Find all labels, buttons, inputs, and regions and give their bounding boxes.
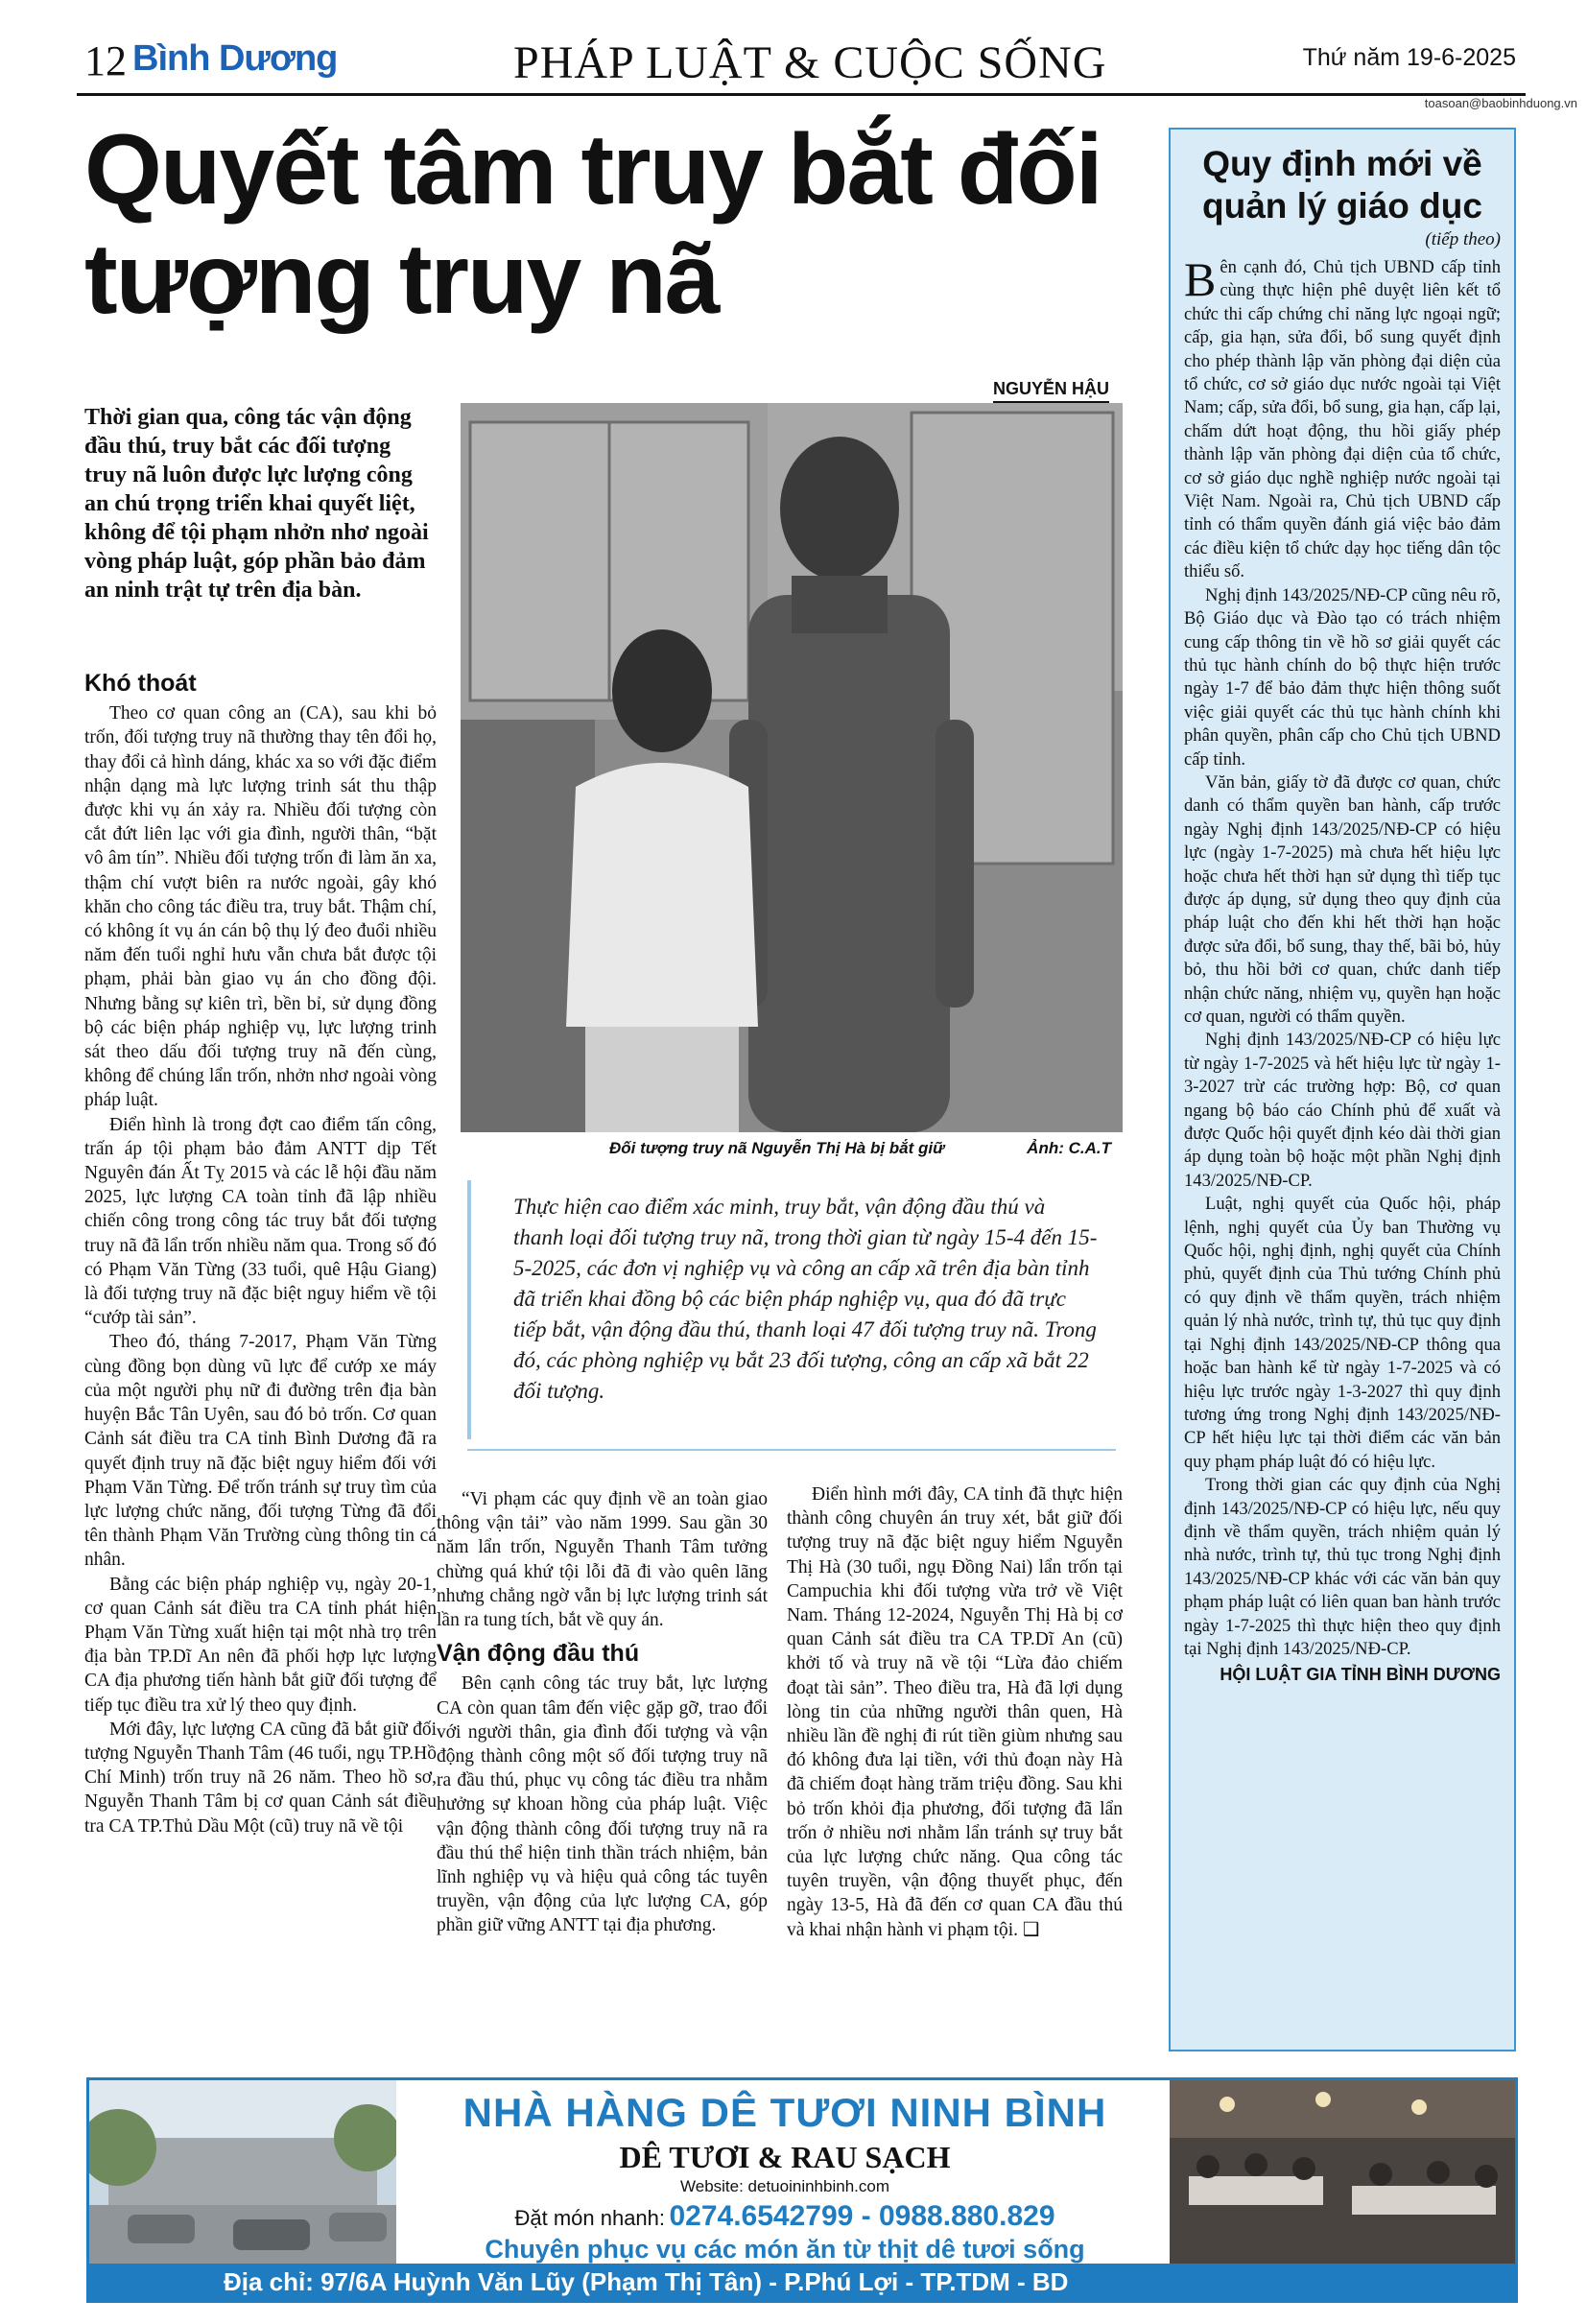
sidebar-first-paragraph bbox=[1184, 252, 1501, 584]
paragraph: Điển hình mới đây, CA tỉnh đã thực hiện thành công chuyên án truy xét, bắt giữ đối tượng truy nã đặc biệt nguy hiểm Nguyễn Thị Hà (30 tuổi, ngụ Đồng Nai) lẩn trốn tại Campuchia khi đối tượng vừa trở về Việt Nam. Tháng 12-2024, Nguyễn Thị Hà bị cơ quan Cảnh sát điều tra CA TP.Dĩ An (cũ) khởi tố và truy nã về tội “Lừa đảo chiếm đoạt tài sản”. Theo điều tra, Hà đã lợi dụng lòng tin của những người thân quen, Hà nhiều lần đề nghị đi rút tiền giùm nhưng sau đó không đưa lại tiền, với thủ đoạn này Hà đã chiếm đoạt hàng trăm triệu đồng. Sau khi bỏ trốn khỏi địa phương, đối tượng đã lẩn trốn ở nhiều nơi nhằm lẩn tránh sự truy bắt của lực lượng chức năng. Qua công tác tuyên truyền, vận động thuyết phục, đến ngày 13-5, Hà đã đến cơ quan CA đầu thú và khai nhận hành vi phạm tội. ❑ bbox=[787, 1484, 1123, 1940]
drop-cap: B bbox=[1184, 252, 1217, 306]
advertisement-banner[interactable] bbox=[86, 2077, 1518, 2303]
order-label: Đặt món nhanh: bbox=[514, 2206, 666, 2230]
exterior-illustration bbox=[89, 2080, 396, 2265]
restaurant-address: Địa chỉ: 97/6A Huỳnh Văn Lũy (Phạm Thị Tân) - P.Phú Lợi - TP.TDM - BD bbox=[89, 2264, 1515, 2300]
page-header bbox=[77, 29, 1526, 96]
section-title: PHÁP LUẬT & CUỘC SỐNG bbox=[513, 37, 1107, 88]
photo-caption bbox=[461, 1139, 1123, 1164]
sidebar-title: Quy định mới về quản lý giáo dục bbox=[1202, 144, 1482, 225]
sidebar-first-text: ên cạnh đó, Chủ tịch UBND cấp tỉnh cùng thực hiện phê duyệt liên kết tổ chức thi cấp chứng chỉ năng lực ngoại ngữ; cấp, gia hạn, sửa đổi, bổ sung quyết định cho phép thành lập văn phòng đại diện của tổ chức, cơ sở giáo dục nước ngoài tại Việt Nam; cấp, sửa đổi, bổ sung, gia hạn, cấp lại, chấm dứt hoạt động, thu hồi giấy phép thành lập văn phòng đại diện của tổ chức, cơ sở giáo dục nghề nghiệp nước ngoài tại Việt Nam. Ngoài ra, Chủ tịch UBND cấp tỉnh có thẩm quyền đánh giá việc bảo đảm các điều kiện tổ chức dạy học tiếng dân tộc thiểu số. bbox=[1184, 257, 1501, 582]
order-phone-numbers[interactable]: 0274.6542799 - 0988.880.829 bbox=[669, 2200, 1055, 2232]
restaurant-name: NHÀ HÀNG DÊ TƯƠI NINH BÌNH bbox=[462, 2090, 1107, 2135]
interior-illustration bbox=[1170, 2080, 1515, 2265]
paragraph: Bên cạnh công tác truy bắt, lực lượng CA còn quan tâm đến việc gặp gỡ, trao đổi với người thân, gia đình đối tượng và vận động thành công một số đối tượng truy nã ra đầu thú, phục vụ công tác điều tra nhằm hưởng sự khoan hồng của pháp luật. Việc vận động thành công đối tượng truy nã ra đầu thú thể hiện tinh thần trách nhiệm, bản lĩnh nghiệp vụ và hiệu quả công tác tuyên truyền, vận động của lực lượng CA, góp phần giữ vững ANTT tại địa phương. bbox=[437, 1673, 768, 1936]
paragraph: “Vi phạm các quy định về an toàn giao thông vận tải” vào năm 1999. Sau gần 30 năm lẩn trốn, Nguyễn Thanh Tâm tưởng chừng quá khứ tội lỗi đã đi vào quên lãng nhưng chẳng ngờ vẫn bị lực lượng trinh sát lần ra tung tích, bắt về quy án. bbox=[437, 1489, 768, 1631]
article-headline: Quyết tâm truy bắt đối tượng truy nã bbox=[84, 114, 1101, 335]
sidebar-paragraph: Văn bản, giấy tờ đã được cơ quan, chức danh có thẩm quyền ban hành, cấp trước ngày Nghị định 143/2025/NĐ-CP có hiệu lực (ngày 1-7-2025) mà chưa hết hiệu lực hoặc chưa hết thời hạn sử dụng thì tiếp tục được áp dụng, sử dụng theo quy định của pháp luật cho đến khi hết thời hạn hoặc được sửa đổi, bổ sung, thay thế, bãi bỏ, hủy bỏ, thu hồi bởi cơ quan, chức danh tiếp nhận chức năng, nhiệm vụ, quyền hạn hoặc cơ quan, người có thẩm quyền. bbox=[1184, 771, 1501, 1027]
article-byline: NGUYỄN HẬU bbox=[993, 379, 1109, 403]
ad-text-block bbox=[406, 2080, 1164, 2265]
paragraph: Theo đó, tháng 7-2017, Phạm Văn Từng cùng đồng bọn dùng vũ lực để cướp xe máy của một người phụ nữ đi đường trên địa bàn huyện Bắc Tân Uyên, sau đó bỏ trốn. Cơ quan Cảnh sát điều tra CA tỉnh Bình Dương đã ra quyết định truy nã đặc biệt nguy hiểm đối với Phạm Văn Từng. Để trốn tránh sự truy tìm của lực lượng chức năng, đối tượng Từng đã đổi tên thành Phạm Văn Trường cùng thông tin cá nhân. bbox=[84, 1332, 437, 1571]
page-number: 12 bbox=[84, 37, 127, 84]
subhead-kho-thoat: Khó thoát bbox=[84, 670, 197, 697]
sidebar-paragraph: Trong thời gian các quy định của Nghị định 143/2025/NĐ-CP có hiệu lực, nếu quy định về thẩm quyền, trách nhiệm quản lý nhà nước, trình tự, thủ tục trong Nghị định 143/2025/NĐ-CP khác với các văn bản quy phạm pháp luật có liên quan ban hành trước ngày 1-7-2025 thì thực hiện theo quy định tại Nghị định 143/2025/NĐ-CP. bbox=[1184, 1475, 1501, 1659]
paragraph: Mới đây, lực lượng CA cũng đã bắt giữ đối tượng Nguyễn Thanh Tâm (46 tuổi, ngụ TP.Hồ Chí Minh) trốn truy nã 26 năm. Theo hồ sơ, Nguyễn Thanh Tâm bị cơ quan Cảnh sát điều tra CA TP.Thủ Dầu Một (cũ) truy nã về tội bbox=[84, 1719, 437, 1837]
article-column-2 bbox=[437, 1487, 768, 1938]
pull-quote: Thực hiện cao điểm xác minh, truy bắt, vận động đầu thú và thanh loại đối tượng truy nã, trong thời gian từ ngày 15-4 đến 15-5-2025, các đơn vị nghiệp vụ và công an cấp xã trên địa bàn tỉnh đã triển khai đồng bộ các biện pháp nghiệp vụ, qua đó đã trực tiếp bắt, vận động đầu thú, thanh loại 47 đối tượng truy nã. Trong đó, các phòng nghiệp vụ bắt 23 đối tượng, công an cấp xã bắt 22 đối tượng. bbox=[467, 1180, 1116, 1439]
photo-illustration bbox=[461, 403, 1123, 1132]
paragraph: Bằng các biện pháp nghiệp vụ, ngày 20-1, cơ quan Cảnh sát điều tra CA tỉnh phát hiện Phạm Văn Từng xuất hiện tại một nhà trọ trên địa bàn TP.Dĩ An nên đã phối hợp lực lượng CA địa phương tiến hành bắt giữ đối tượng để tiếp tục điều tra xử lý theo quy định. bbox=[84, 1574, 437, 1716]
sidebar-continued: (tiếp theo) bbox=[1425, 229, 1501, 249]
photo-credit: Ảnh: C.A.T bbox=[1027, 1139, 1111, 1157]
paragraph: Điển hình là trong đợt cao điểm tấn công, trấn áp tội phạm bảo đảm ANTT dịp Tết Nguyên đán Ất Tỵ 2015 và các lễ hội đầu năm 2025, lực lượng CA toàn tỉnh đã lập nhiều chiến công trong công tác truy bắt đối tượng truy nã đã lẩn trốn nhiều năm qua. Trong số đó có Phạm Văn Từng (33 tuổi, quê Hậu Giang) là đối tượng truy nã đặc biệt nguy hiểm về tội “cướp tài sản”. bbox=[84, 1114, 437, 1329]
restaurant-service: Chuyên phục vụ các món ăn từ thịt dê tươi sống bbox=[485, 2235, 1085, 2264]
caption-text: Đối tượng truy nã Nguyễn Thị Hà bị bắt giữ bbox=[609, 1139, 945, 1157]
sidebar-paragraph: Luật, nghị quyết của Quốc hội, pháp lệnh, nghị quyết của Ủy ban Thường vụ Quốc hội, nghị định, nghị quyết của Chính phủ, quyết định của Thủ tướng Chính phủ có quy định về thẩm quyền, trách nhiệm quản lý nhà nước, trình tự, thủ tục quy định tại Nghị định 143/2025/NĐ-CP thông qua hoặc ban hành kể từ ngày 1-7-2025 và có hiệu lực trước ngày 1-3-2027 thì quy định tương ứng trong Nghị định 143/2025/NĐ-CP hết hiệu lực tại thời điểm các văn bản quy phạm pháp luật đó có hiệu lực. bbox=[1184, 1194, 1501, 1472]
sidebar-paragraph: Nghị định 143/2025/NĐ-CP cũng nêu rõ, Bộ Giáo dục và Đào tạo có trách nhiệm cung cấp thông tin về hồ sơ giải quyết các thủ tục hành chính do bộ thực hiện trước ngày 1-7 để bảo đảm thực hiện thông suốt việc giải quyết các thủ tục hành chính khi phân quyền, phân cấp cho Chủ tịch UBND cấp tỉnh. bbox=[1184, 584, 1501, 770]
sidebar-signature: HỘI LUẬT GIA TỈNH BÌNH DƯƠNG bbox=[1220, 1665, 1501, 1685]
pull-quote-rule bbox=[467, 1449, 1116, 1451]
sidebar-body bbox=[1184, 252, 1501, 1661]
contact-email[interactable]: toasoan@baobinhduong.vn bbox=[1424, 96, 1577, 110]
article-lead: Thời gian qua, công tác vận động đầu thú, truy bắt các đối tượng truy nã luôn được lực lượng công an chú trọng triển khai quyết liệt, không để tội phạm nhởn nhơ ngoài vòng pháp luật, góp phần bảo đảm an ninh trật tự trên địa bàn. bbox=[84, 405, 429, 603]
paragraph: Theo cơ quan công an (CA), sau khi bỏ trốn, đối tượng truy nã thường thay tên đổi họ, thay đổi cả hình dáng, khác xa so với đặc điểm nhận dạng mà lực lượng trinh sát thu thập được khi vụ án xảy ra. Nhiều đối tượng còn cắt đứt liên lạc với gia đình, người thân, “bặt vô âm tín”. Nhiều đối tượng trốn đi làm ăn xa, thậm chí vượt biên ra nước ngoài, gây khó khăn cho công tác điều tra, truy bắt. Thậm chí, có không ít vụ án cán bộ thụ lý đeo đuổi nhiều năm đến tuổi nghỉ hưu vẫn chưa bắt được tội phạm, phải bàn giao vụ án cho đồng đội. Nhưng bằng sự kiên trì, bền bỉ, sử dụng đồng bộ các biện pháp nghiệp vụ, lực lượng trinh sát theo dấu đối tượng truy nã đến cùng, không để chúng lẩn trốn, nhởn nhơ ngoài vòng pháp luật. bbox=[84, 703, 437, 1111]
sidebar-box bbox=[1169, 128, 1516, 2051]
sidebar-paragraph: Nghị định 143/2025/NĐ-CP có hiệu lực từ ngày 1-7-2025 và hết hiệu lực từ ngày 1-3-2027 trừ các trường hợp: Bộ, cơ quan ngang bộ báo cáo Chính phủ để xuất và được Quốc hội quyết định kéo dài thời gian áp dụng toàn bộ hoặc một phần Nghị định 143/2025/NĐ-CP. bbox=[1184, 1030, 1501, 1191]
restaurant-exterior-photo bbox=[89, 2080, 396, 2265]
article-column-1 bbox=[84, 662, 437, 1838]
subhead-van-dong-dau-thu: Vận động đầu thú bbox=[437, 1640, 640, 1668]
restaurant-interior-photo bbox=[1170, 2080, 1515, 2265]
article-photo bbox=[461, 403, 1123, 1132]
article-column-3 bbox=[787, 1482, 1123, 1942]
issue-date: Thứ năm 19-6-2025 bbox=[1302, 44, 1516, 71]
order-phone-row bbox=[406, 2200, 1164, 2233]
restaurant-website[interactable]: Website: detuoininhbinh.com bbox=[680, 2177, 889, 2195]
restaurant-tagline: DÊ TƯƠI & RAU SẠCH bbox=[619, 2140, 951, 2174]
newspaper-logo[interactable]: Bình Dương bbox=[132, 38, 338, 79]
